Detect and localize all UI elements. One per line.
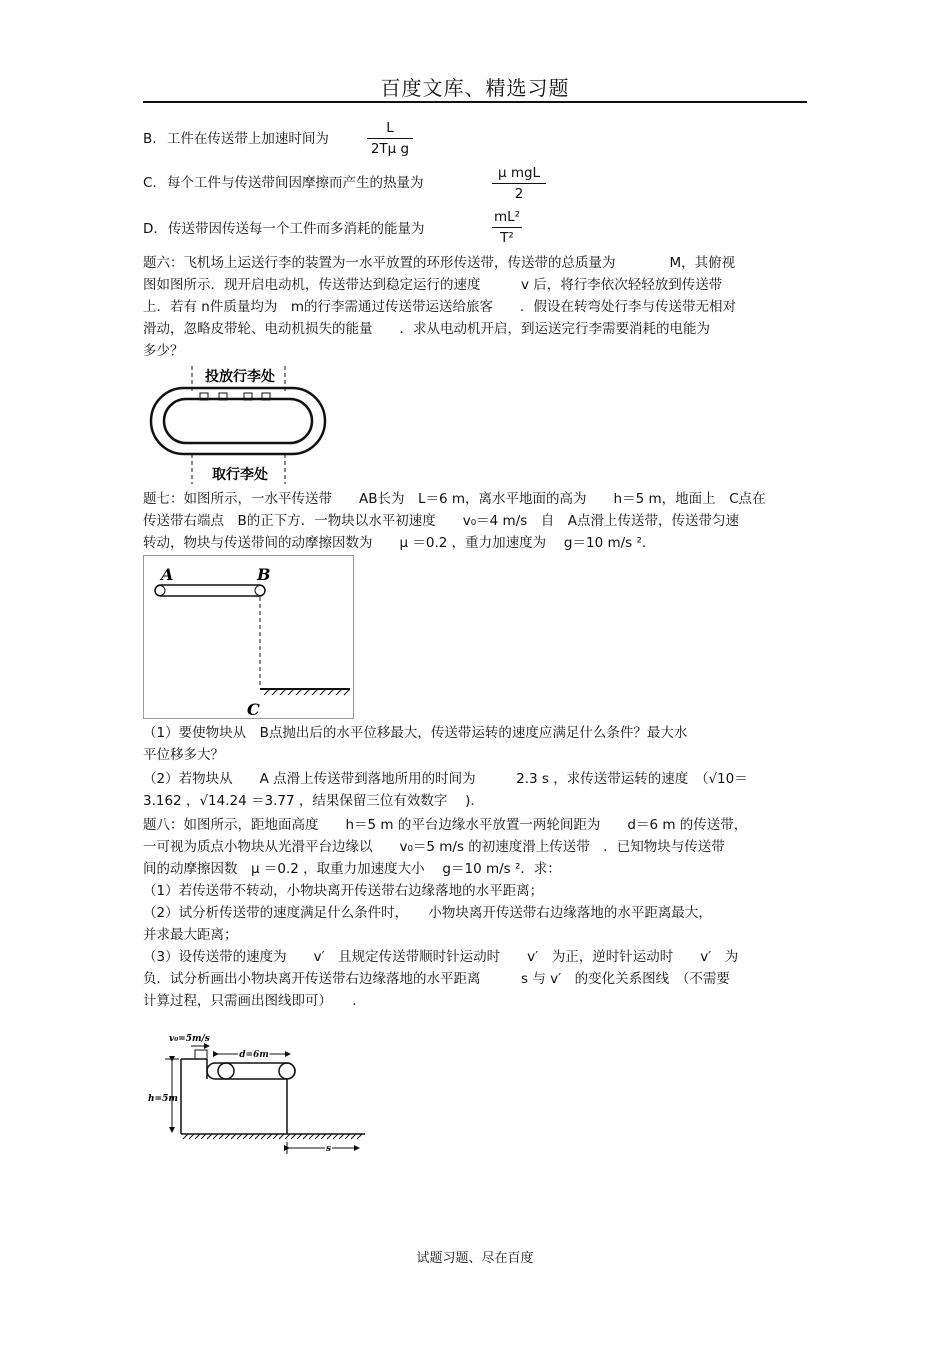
text-line: 计算过程，只需画出图线即可） . — [143, 993, 357, 1009]
distance-s-label: s — [326, 1144, 332, 1154]
text-line: 3.162 ，√14.24 ＝3.77 ，结果保留三位有效数字 ). — [143, 793, 475, 809]
height-label: h=5m — [148, 1094, 178, 1104]
point-b-label: B — [257, 565, 271, 584]
fraction-denominator: T² — [500, 230, 514, 246]
point-c-label: C — [247, 700, 260, 719]
text-line: 图如图所示．现开启电动机，传送带达到稳定运行的速度 v 后，将行李依次轻轻放到传送带 — [143, 277, 723, 293]
belt-inner — [164, 399, 312, 443]
fraction-denominator: 2 — [514, 186, 524, 202]
fraction-numerator: L — [386, 120, 394, 136]
pulley — [218, 1063, 234, 1079]
pulley — [255, 586, 265, 596]
text-line: 转动，物块与传送带间的动摩擦因数为 μ ＝0.2 ，重力加速度为 g＝10 m/s ². — [143, 535, 647, 551]
belt — [155, 585, 265, 596]
option-c-text: 每个工件与传送带间因摩擦而产生的热量为 — [167, 175, 424, 191]
pick-up-label: 取行李处 — [212, 467, 268, 483]
pulley — [279, 1063, 295, 1079]
text-line: 滑动，忽略皮带轮、电动机损失的能量 ．求从电动机开启，到运送完行李需要消耗的电能为 — [143, 321, 710, 337]
text-line: （1）要使物块从 B点抛出后的水平位移最大，传送带运转的速度应满足什么条件？最大水 — [143, 725, 688, 741]
option-d — [143, 218, 424, 240]
option-d-text: 传送带因传送每一个工件而多消耗的能量为 — [167, 221, 425, 237]
option-b-fraction — [367, 119, 413, 158]
block — [195, 1050, 207, 1059]
option-c — [143, 172, 424, 194]
header-divider — [143, 101, 807, 103]
conveyor-ab-figure — [143, 555, 355, 720]
text-line: 多少？ — [143, 343, 184, 359]
question-7-text — [143, 488, 766, 554]
question-6-text — [143, 252, 736, 362]
text-line: 题八：如图所示，距地面高度 h＝5 m 的平台边缘水平放置一两轮间距为 d＝6 m 的传送带， — [143, 817, 748, 833]
page-footer: 试题习题、尽在百度 — [416, 1251, 534, 1266]
luggage-carousel-figure — [145, 362, 335, 487]
option-b-label: B. — [143, 131, 157, 147]
text-line: （2）若物块从 A 点滑上传送带到落地所用的时间为 2.3 s ，求传送带运转的速度 （√10＝ — [143, 771, 748, 787]
text-line: 间的动摩擦因数 μ ＝0.2 ，取重力加速度大小 g＝10 m/s ²．求： — [143, 861, 561, 877]
text-line: 一可视为质点小物块从光滑平台边缘以 v₀＝5 m/s 的初速度滑上传送带 ．已知物块与传送带 — [143, 839, 725, 855]
initial-velocity-label: v₀=5m/s — [169, 1034, 210, 1044]
fraction-numerator: μ mgL — [497, 165, 541, 181]
text-line: 传送带右端点 B的正下方．一物块以水平初速度 v₀＝4 m/s 自 A点滑上传送带，传送带匀速 — [143, 513, 740, 529]
option-b-text: 工件在传送带上加速时间为 — [166, 131, 329, 147]
point-a-label: A — [161, 565, 174, 584]
distance-d-label: d=6m — [239, 1050, 269, 1060]
fraction-denominator: 2Tμ g — [370, 141, 410, 157]
question-8-text — [143, 814, 747, 1012]
platform-conveyor-figure — [143, 1030, 373, 1160]
question-7-part-2 — [143, 768, 748, 812]
text-line: 上．若有 n件质量均为 m的行李需通过传送带运送给旅客 ．假设在转弯处行李与传送带无相对 — [143, 299, 736, 315]
text-line: 负．试分析画出小物块离开传送带右边缘落地的水平距离 s 与 v′ 的变化关系图线 （不需要 — [143, 971, 730, 987]
text-line: （3）设传送带的速度为 v′ 且规定传送带顺时针运动时 v′ 为正，逆时针运动时 v′ 为 — [143, 949, 739, 965]
text-line: 并求最大距离； — [143, 927, 238, 943]
option-c-label: C. — [143, 175, 157, 191]
option-d-fraction — [492, 208, 522, 247]
text-line: 平位移多大？ — [143, 747, 224, 763]
drop-off-label: 投放行李处 — [205, 369, 275, 385]
text-line: 题七：如图所示，一水平传送带 AB长为 L＝6 m，离水平地面的高为 h＝5 m，地面上 C点在 — [143, 491, 766, 507]
text-line: （1）若传送带不转动，小物块离开传送带右边缘落地的水平距离； — [143, 883, 544, 899]
option-c-fraction — [492, 164, 546, 203]
text-line: （2）试分析传送带的速度满足什么条件时， 小物块离开传送带右边缘落地的水平距离最大， — [143, 905, 712, 921]
text-line: 题六：飞机场上运送行李的装置为一水平放置的环形传送带，传送带的总质量为 M，其俯视 — [143, 255, 736, 271]
pulley — [155, 586, 165, 596]
option-d-label: D. — [143, 221, 158, 237]
page-header-title: 百度文库、精选习题 — [380, 76, 570, 100]
question-7-part-1 — [143, 722, 687, 766]
option-b — [143, 128, 329, 150]
fraction-numerator: mL² — [493, 209, 521, 225]
